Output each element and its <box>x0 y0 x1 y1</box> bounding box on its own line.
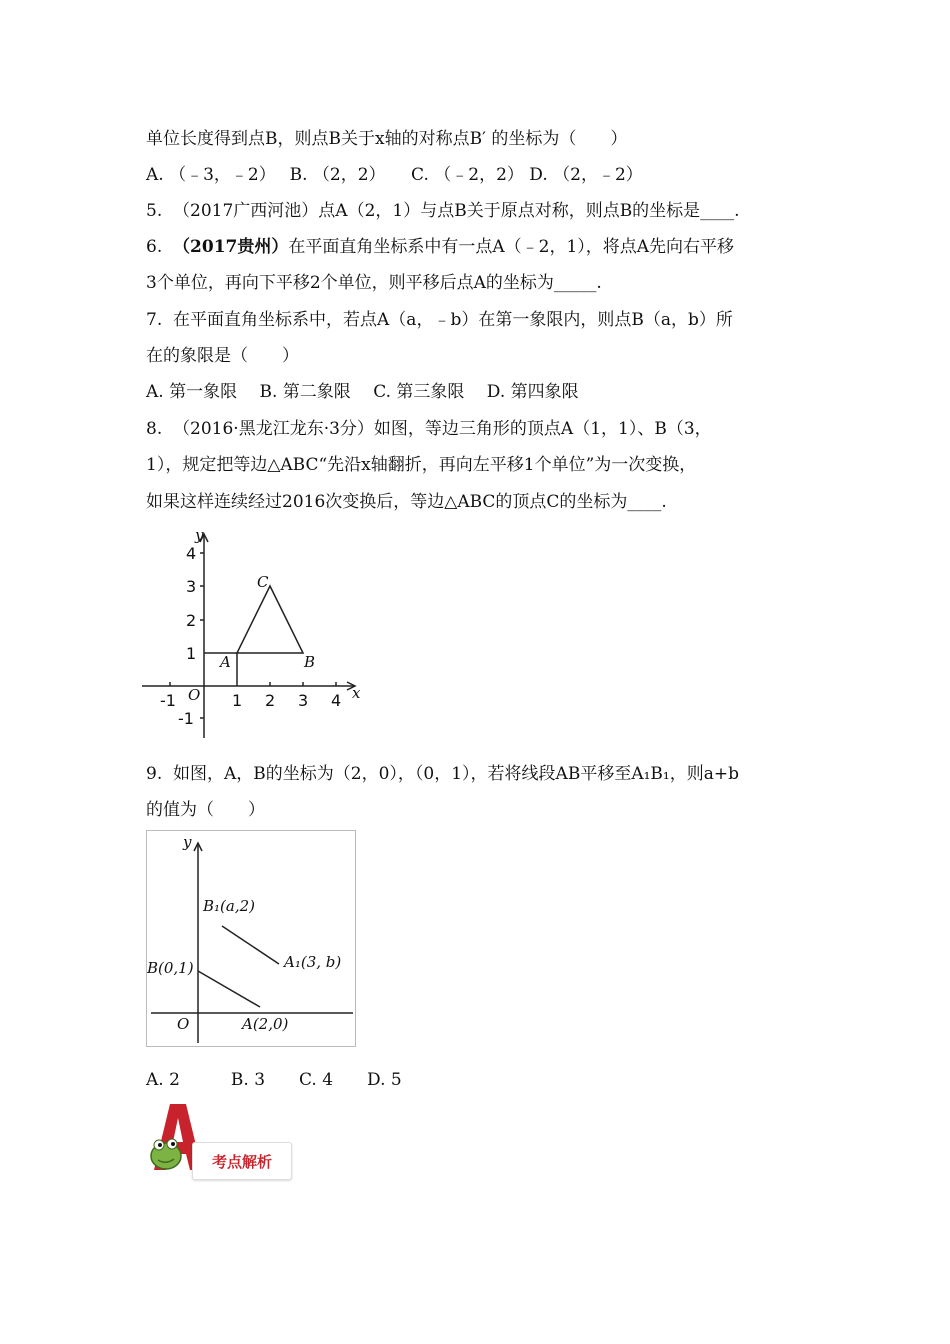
q6-number: 6. <box>146 237 163 257</box>
point-c-label: C <box>257 573 269 591</box>
q5-text: 5. （2017广西河池）点A（2，1）与点B关于原点对称，则点B的坐标是____. <box>146 201 740 221</box>
q6-text: 在平面直角坐标系中有一点A（﹣2，1），将点A先向右平移 <box>288 237 735 257</box>
q6-line2: 3个单位，再向下平移2个单位，则平移后点A的坐标为_____. <box>146 273 602 293</box>
x-tick-neg1: -1 <box>160 691 176 710</box>
q7-options: A. 第一象限 B. 第二象限 C. 第三象限 D. 第四象限 <box>146 382 579 402</box>
q8-line2: 1），规定把等边△ABC“先沿x轴翻折，再向左平移1个单位”为一次变换， <box>146 455 697 475</box>
x-tick-3: 3 <box>298 691 309 710</box>
point-a-label: A(2,0) <box>242 1015 289 1033</box>
segment-a1b1 <box>222 926 279 964</box>
point-a1-label: A₁(3, b) <box>284 953 342 971</box>
y-tick-neg1: -1 <box>178 709 194 728</box>
q8-line1: 8. （2016·黑龙江龙东·3分）如图，等边三角形的顶点A（1，1）、B（3， <box>146 419 712 439</box>
figure-triangle-graph <box>140 528 370 743</box>
y-tick-3: 3 <box>186 577 197 596</box>
figure-segment-graph <box>147 831 355 1046</box>
q9-options: A. 2 B. 3 C. 4 D. 5 <box>146 1070 402 1090</box>
triangle-abc <box>237 586 303 653</box>
x-axis-label: x <box>352 684 361 702</box>
q4-stem-continued: 单位长度得到点B，则点B关于x轴的对称点B′ 的坐标为（ ） <box>146 129 628 149</box>
x-tick-2: 2 <box>265 691 276 710</box>
y-tick-2: 2 <box>186 611 197 630</box>
q6-source: （2017贵州） <box>173 237 289 257</box>
q9-line2: 的值为（ ） <box>146 800 265 820</box>
segment-ab <box>198 971 260 1007</box>
q7-line2: 在的象限是（ ） <box>146 346 299 366</box>
x-tick-4: 4 <box>331 691 342 710</box>
y-axis-label: y <box>183 833 192 851</box>
q8-line3: 如果这样连续经过2016次变换后，等边△ABC的顶点C的坐标为____. <box>146 492 667 512</box>
origin-label: O <box>188 686 201 704</box>
point-b-label: B(0,1) <box>147 959 194 977</box>
q9-line1: 9. 如图，A，B的坐标为（2，0），（0，1），若将线段AB平移至A₁B₁，则a+b <box>146 764 739 784</box>
point-b1-label: B₁(a,2) <box>203 897 255 915</box>
section-badge <box>146 1100 296 1180</box>
q7-line1: 7. 在平面直角坐标系中，若点A（a，﹣b）在第一象限内，则点B（a，b）所 <box>146 310 733 330</box>
x-tick-1: 1 <box>232 691 243 710</box>
section-badge-box <box>192 1142 292 1180</box>
point-a-label: A <box>220 653 231 671</box>
q6-line1 <box>146 235 734 259</box>
origin-label: O <box>177 1015 190 1033</box>
y-tick-4: 4 <box>186 544 197 563</box>
point-b-label: B <box>304 653 316 671</box>
y-axis-label: y <box>195 528 204 544</box>
figure-segment-frame <box>146 830 356 1047</box>
section-badge-text: 考点解析 <box>211 1153 272 1171</box>
y-tick-1: 1 <box>186 644 197 663</box>
q4-options: A. （﹣3，﹣2） B. （2，2） C. （﹣2，2） D. （2，﹣2） <box>146 165 643 185</box>
